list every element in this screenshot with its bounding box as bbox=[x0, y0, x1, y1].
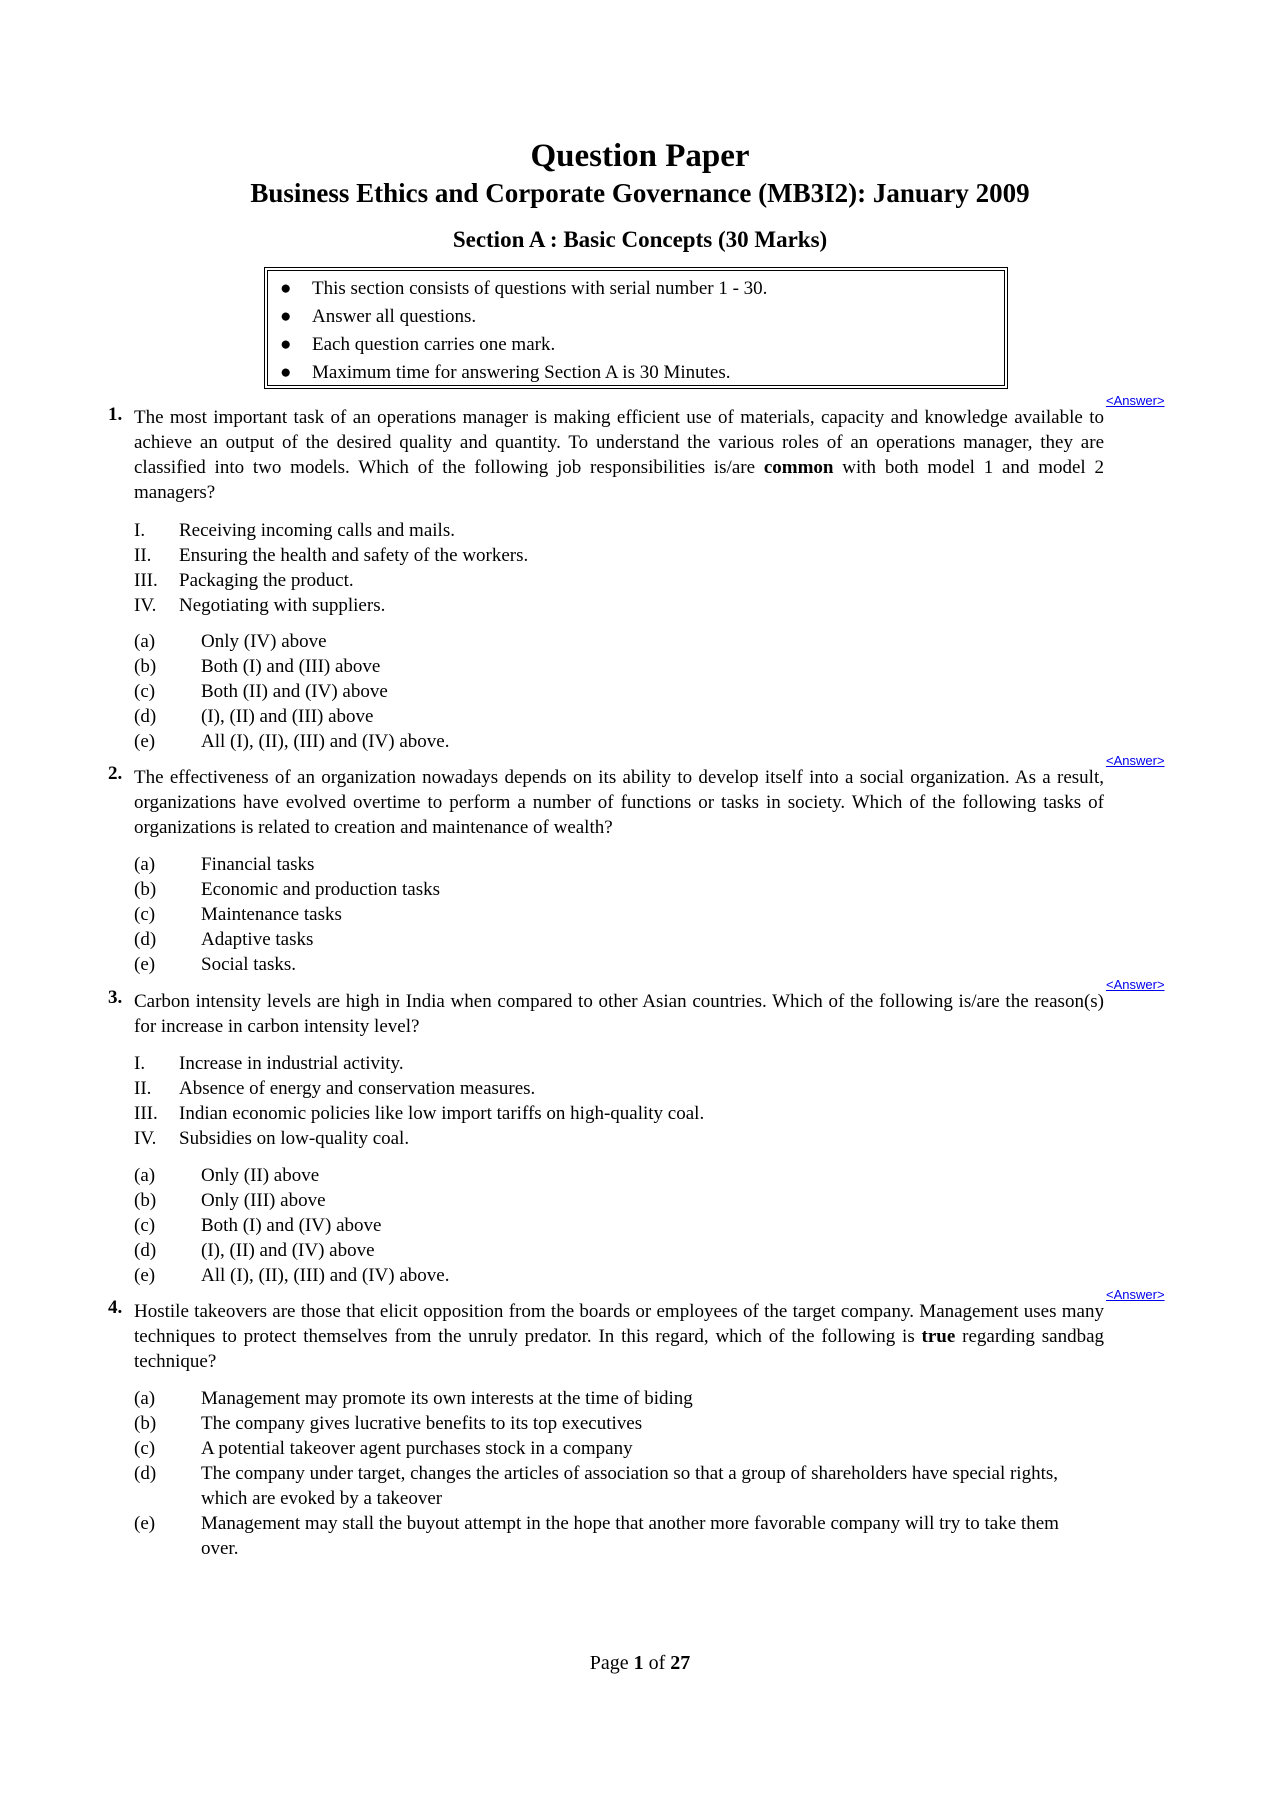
option-item: (e) All (I), (II), (III) and (IV) above. bbox=[134, 731, 450, 752]
answer-link-q2[interactable]: <Answer> bbox=[1106, 753, 1165, 768]
instruction-text: Answer all questions. bbox=[312, 306, 477, 327]
list-item: IV. Subsidies on low-quality coal. bbox=[134, 1128, 410, 1149]
option-item: (b) The company gives lucrative benefits to its top executives bbox=[134, 1413, 643, 1434]
answer-options bbox=[134, 629, 1094, 754]
option-item: (b) Economic and production tasks bbox=[134, 879, 441, 900]
option-item: (a) Only (II) above bbox=[134, 1165, 320, 1186]
option-item: (b) Both (I) and (III) above bbox=[134, 656, 381, 677]
instruction-text: Each question carries one mark. bbox=[312, 334, 556, 355]
emphasis: common bbox=[763, 457, 834, 478]
bullet-icon: ● bbox=[280, 362, 292, 383]
option-item: (c) Both (II) and (IV) above bbox=[134, 681, 388, 702]
option-item: (e) All (I), (II), (III) and (IV) above. bbox=[134, 1265, 450, 1286]
instructions-box bbox=[264, 267, 1008, 389]
option-item: (d) (I), (II) and (III) above bbox=[134, 706, 374, 727]
question-stem: Carbon intensity levels are high in India when compared to other Asian countries. Which of the following is/are the reason(s) for increase in carbon intensity level? bbox=[134, 991, 1104, 1037]
bullet-icon: ● bbox=[280, 278, 292, 299]
list-item: II. Absence of energy and conservation measures. bbox=[134, 1078, 536, 1099]
answer-link-q3[interactable]: <Answer> bbox=[1106, 977, 1165, 992]
emphasis: true bbox=[921, 1326, 956, 1347]
answer-options bbox=[134, 1386, 1094, 1561]
list-item: I. Increase in industrial activity. bbox=[134, 1053, 404, 1074]
option-item: (e) Management may stall the buyout attempt in the hope that another more favorable company will try to take them over. bbox=[134, 1513, 1059, 1559]
option-item: (a) Management may promote its own interests at the time of biding bbox=[134, 1388, 693, 1409]
instruction-item bbox=[276, 275, 1004, 303]
option-item: (c) Maintenance tasks bbox=[134, 904, 342, 925]
instruction-text: This section consists of questions with serial number 1 - 30. bbox=[312, 278, 768, 299]
statement-list bbox=[134, 1051, 1094, 1151]
list-item: III. Indian economic policies like low import tariffs on high-quality coal. bbox=[134, 1103, 705, 1124]
list-item: II. Ensuring the health and safety of the workers. bbox=[134, 545, 529, 566]
option-item: (c) Both (I) and (IV) above bbox=[134, 1215, 382, 1236]
list-item: IV. Negotiating with suppliers. bbox=[134, 595, 386, 616]
list-item: I. Receiving incoming calls and mails. bbox=[134, 520, 455, 541]
paper-subtitle: Business Ethics and Corporate Governance (MB3I2): January 2009 bbox=[250, 178, 1030, 208]
option-item: (e) Social tasks. bbox=[134, 954, 296, 975]
list-item: III. Packaging the product. bbox=[134, 570, 354, 591]
answer-options bbox=[134, 1163, 1094, 1288]
answer-link-q1[interactable]: <Answer> bbox=[1106, 393, 1165, 408]
option-item: (c) A potential takeover agent purchases stock in a company bbox=[134, 1438, 633, 1459]
option-item: (d) The company under target, changes the articles of association so that a group of shareholders have special rights, which are evoked by a takeover bbox=[134, 1463, 1059, 1509]
option-item: (a) Financial tasks bbox=[134, 854, 315, 875]
total-pages: 27 bbox=[670, 1652, 691, 1674]
question-stem: The most important task of an operations manager is making efficient use of materials, capacity and knowledge available to achieve an output of the desired quality and quantity. To understand the various roles of an operations manager, they are classified into two models. Which of the following job responsibilities is/are common with both model 1 and model 2 managers? bbox=[134, 407, 1104, 503]
option-item: (d) (I), (II) and (IV) above bbox=[134, 1240, 375, 1261]
option-item: (d) Adaptive tasks bbox=[134, 929, 314, 950]
bullet-icon: ● bbox=[280, 306, 292, 327]
question-number: 2. bbox=[108, 763, 123, 784]
question-number: 4. bbox=[108, 1297, 123, 1318]
page-footer: Page 1 of 27 bbox=[589, 1652, 691, 1674]
answer-options bbox=[134, 852, 1094, 977]
question-number: 1. bbox=[108, 404, 123, 425]
answer-link-q4[interactable]: <Answer> bbox=[1106, 1287, 1165, 1302]
question-stem: Hostile takeovers are those that elicit opposition from the boards or employees of the target company. Management uses many techniques to protect themselves from the unruly predator. In this regard, which of the following is true regarding sandbag technique? bbox=[134, 1301, 1104, 1372]
question-number: 3. bbox=[108, 987, 123, 1008]
instruction-item bbox=[276, 331, 1004, 359]
current-page: 1 bbox=[633, 1652, 644, 1674]
instruction-item bbox=[276, 303, 1004, 331]
question-stem: The effectiveness of an organization nowadays depends on its ability to develop itself into a social organization. As a result, organizations have evolved overtime to perform a number of functions or tasks in society. Which of the following tasks of organizations is related to creation and maintenance of wealth? bbox=[134, 767, 1104, 838]
statement-list bbox=[134, 518, 1094, 618]
bullet-icon: ● bbox=[280, 334, 292, 355]
instruction-item bbox=[276, 359, 1004, 387]
section-heading: Section A : Basic Concepts (30 Marks) bbox=[452, 227, 828, 252]
page-title: Question Paper bbox=[530, 138, 750, 174]
instruction-text: Maximum time for answering Section A is 30 Minutes. bbox=[312, 362, 731, 383]
option-item: (a) Only (IV) above bbox=[134, 631, 327, 652]
option-item: (b) Only (III) above bbox=[134, 1190, 326, 1211]
